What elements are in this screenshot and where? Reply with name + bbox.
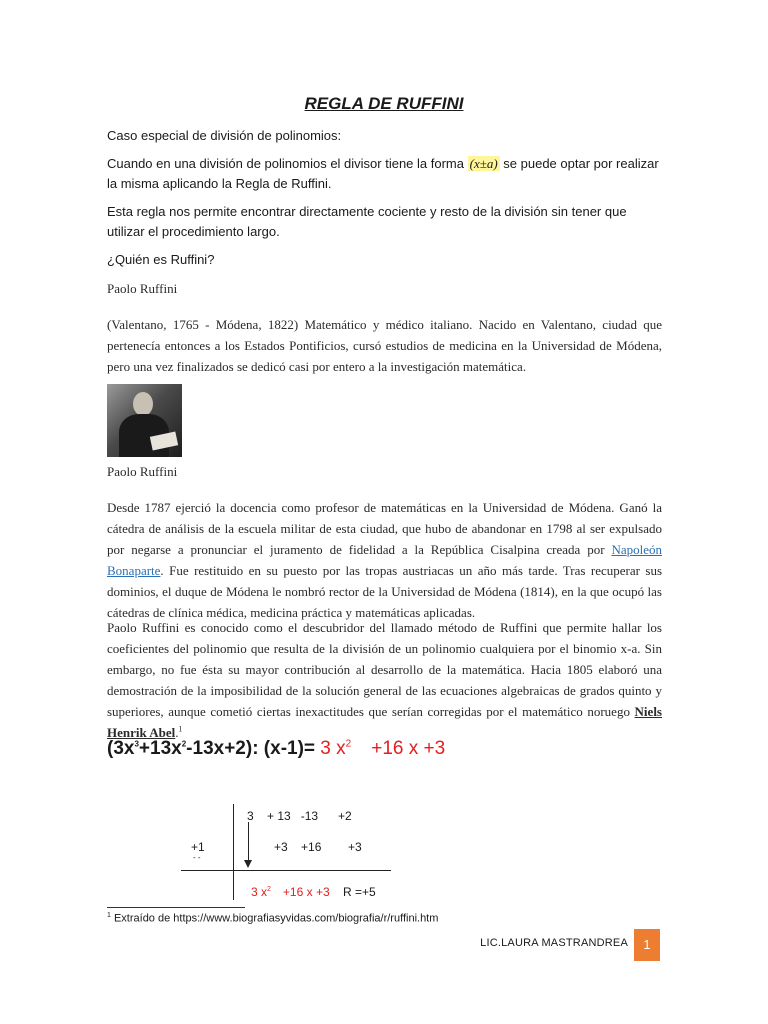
ruffini-remainder: R =+5 bbox=[343, 885, 376, 899]
eq-exp-3: 3 bbox=[134, 739, 139, 749]
abel-name: Niels Henrik Abel bbox=[107, 704, 662, 740]
footer-author: LIC.LAURA MASTRANDREA bbox=[480, 937, 628, 949]
eq-result-part-1: 3 x bbox=[320, 738, 346, 759]
quotient-exp: 2 bbox=[267, 886, 271, 893]
ruffini-products: +3 +16 +3 bbox=[274, 840, 362, 854]
napoleon-link[interactable]: Napoleón bbox=[611, 542, 662, 557]
bio-p2-end: . bbox=[175, 725, 179, 740]
eq-part-2: +13x bbox=[138, 738, 182, 759]
eq-part-1: (3x bbox=[107, 738, 135, 759]
ruffini-quotient bbox=[251, 885, 330, 899]
bonaparte-link[interactable]: Bonaparte bbox=[107, 563, 161, 578]
eq-exp-2: 2 bbox=[181, 739, 187, 749]
bio-paragraph-1 bbox=[107, 497, 662, 623]
division-equation bbox=[107, 738, 445, 760]
footnote-mark: 1 bbox=[107, 912, 111, 919]
bio-name-heading: Paolo Ruffini bbox=[107, 281, 178, 296]
bio-paragraph-2 bbox=[107, 617, 662, 743]
footnote-ref: 1 bbox=[178, 724, 183, 734]
photo-caption: Paolo Ruffini bbox=[107, 464, 178, 479]
bio-p1-end: . Fue restituido en su puesto por las tropas austriacas un año más tarde. Tras recuperar sus dominios, el duque de Módena le nombró rector de la Universidad de Módena (1814), en la que ocupó las cátedras de clínica médica, medicina práctica y matemáticas aplicadas. bbox=[107, 563, 662, 620]
bio-p1-start: Desde 1787 ejerció la docencia como profesor de matemáticas en la Universidad de Módena. Ganó la cátedra de análisis de la escuela militar de esta ciudad, que hubo de abandonar en 1798 al ser expulsado por negarse a pronunciar el juramento de fidelidad a la República Cisalpina creada por bbox=[107, 500, 662, 557]
ruffini-horizontal-line bbox=[181, 870, 391, 871]
ruffini-arrow-head bbox=[244, 860, 252, 868]
intro-paragraph-2 bbox=[107, 154, 662, 194]
page-title: REGLA DE RUFFINI bbox=[304, 94, 464, 113]
bio-p2-start: Paolo Ruffini es conocido como el descubridor del llamado método de Ruffini que permite hallar los coeficientes del polinomio que resulta de la división de un polinomio cualquiera por el binomio x-a. Sin embargo, no fue ésta su mayor contribución al desarrollo de la matemática. Hacia 1805 elaboró una demostración de la imposibilidad de la solución general de las ecuaciones algebraicas de grados quinto y superiores, aunque cometió ciertas inexactitudes que serían corregidas por el matemático noruego bbox=[107, 620, 662, 719]
question-heading: ¿Quién es Ruffini? bbox=[107, 252, 215, 267]
eq-part-3: -13x+2): (x-1)= bbox=[186, 738, 321, 759]
bio-summary: (Valentano, 1765 - Módena, 1822) Matemático y médico italiano. Nacido en Valentano, ciudad que pertenecía entonces a los Estados Pontificios, cursó estudios de medicina en la Universidad de Módena, pero una vez finalizados se dedicó casi por entero a la investigación matemática. bbox=[107, 317, 662, 374]
intro-paragraph-1: Caso especial de división de polinomios: bbox=[107, 128, 342, 143]
quotient-part-2: +16 x +3 bbox=[282, 885, 330, 899]
eq-result-exp: 2 bbox=[345, 738, 352, 750]
ruffini-vertical-line bbox=[233, 804, 234, 900]
intro-p2-end: se puede optar por realizar la misma aplicando la Regla de Ruffini. bbox=[107, 156, 659, 191]
ruffini-portrait bbox=[107, 384, 182, 457]
intro-p2-start: Cuando en una división de polinomios el divisor tiene la forma bbox=[107, 156, 468, 171]
quotient-part-1: 3 x bbox=[251, 885, 268, 899]
footnote bbox=[107, 912, 438, 925]
divisor-formula: (x±a) bbox=[469, 156, 498, 171]
ruffini-divisor-mark: - - bbox=[193, 853, 201, 862]
ruffini-divisor: +1 bbox=[191, 840, 205, 854]
footnote-separator bbox=[107, 907, 245, 908]
page-number-badge: 1 bbox=[634, 929, 660, 961]
footnote-text: Extraído de https://www.biografiasyvidas.com/biografia/r/ruffini.htm bbox=[110, 912, 439, 925]
intro-paragraph-3: Esta regla nos permite encontrar directamente cociente y resto de la división sin tener que utilizar el procedimiento largo. bbox=[107, 204, 627, 239]
ruffini-coefficients: 3 + 13 -13 +2 bbox=[247, 809, 352, 823]
ruffini-arrow bbox=[248, 822, 249, 862]
eq-result-part-2: +16 x +3 bbox=[371, 738, 446, 759]
